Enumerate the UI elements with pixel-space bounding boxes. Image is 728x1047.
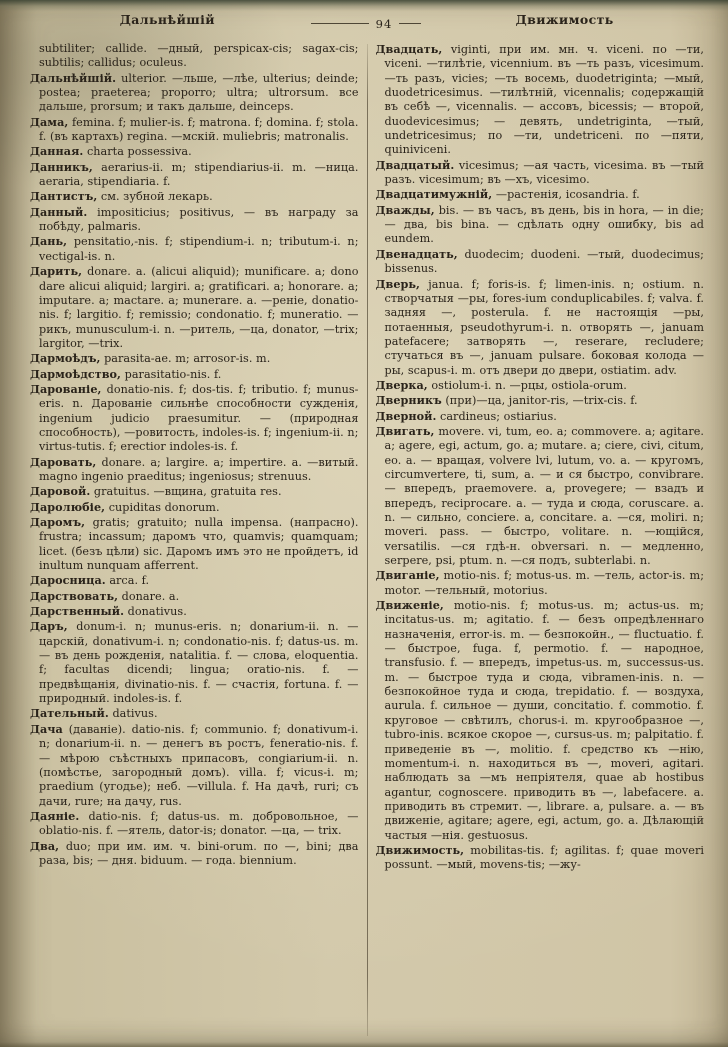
entry-body: pensitatio,-nis. f; stipendium-i. n; tributum-i. n; vectigal-is. n. xyxy=(39,235,359,263)
dictionary-entry xyxy=(376,42,705,158)
dictionary-entry xyxy=(376,424,705,568)
dictionary-entry xyxy=(376,568,705,598)
entry-body: см. зубной лекарь. xyxy=(100,190,213,204)
dictionary-entry xyxy=(376,247,705,277)
entry-body: cardineus; ostiarius. xyxy=(440,409,557,423)
entry-body: datio-nis. f; datus-us. m. добровольное, — oblatio-nis. f. —ятель, dator-is; donator. —ца, — trix. xyxy=(39,809,359,838)
entry-body: duodecim; duodeni. —тый, duodecimus; bissenus. xyxy=(384,247,704,276)
entry-headword: Два, xyxy=(30,838,60,853)
entry-headword: Дверка, xyxy=(375,377,428,392)
entry-headword: Дань, xyxy=(30,234,68,249)
dictionary-entry xyxy=(30,706,359,721)
dictionary-entry xyxy=(376,187,705,202)
entry-body: donativus. xyxy=(127,605,187,619)
dictionary-entry xyxy=(376,843,705,873)
entry-headword: Данникъ, xyxy=(30,159,93,174)
entry-headword: Дармоѣдъ, xyxy=(30,351,101,366)
dictionary-entry xyxy=(30,264,359,351)
dictionary-entry xyxy=(30,115,359,145)
entry-body: motio-nis. f; motus-us. m; actus-us. m; incitatus-us. m; agitatio. f. — безъ опредѣленнаго назначенія, error-is. m. — безпокойн., — fluctuatio. f. — быстрое, fuga. f, permotio. f. — народное, transfusio. f. — впередъ, impetus-us. m, successus-us. m. — быстрое туда и сюда, vibramen-inis. n. — безпокойное туда и сюда, trepidatio. f. — воздуха, aurula. f. сильное — души, concitatio. f. commotio. f. круговое — свѣтилъ, chorus-i. m. кругообразное —, tubro-inis. всякое скорое —, cursus-us. m; palpitatio. f. приведеніе въ —, molitio. f. средство къ —нію, momentum-i. n. находиться въ —, moveri, agitari. наблюдать за —мъ непріятеля, quae ab hostibus agantur, cognoscere. приводить въ —, labefacere. a. приводить въ стремит. —, librare. a, pulsare. a. — въ движеніе, agitare; agere, egi, actum, go. a. Дѣлающій частыя —нія. gestuosus. xyxy=(384,599,704,842)
dictionary-entry xyxy=(30,367,359,382)
dictionary-entry xyxy=(376,378,705,393)
entry-body: (при)—ца, janitor-ris, —trix-cis. f. xyxy=(445,394,638,408)
header-dash-right xyxy=(399,23,421,24)
entry-headword: Дармоѣдство, xyxy=(30,366,121,381)
entry-headword: Двиганіе, xyxy=(375,568,440,583)
dictionary-entry xyxy=(376,158,705,188)
dictionary-entry-continuation xyxy=(30,42,359,71)
entry-headword: Даяніе. xyxy=(30,808,80,823)
dictionary-entry xyxy=(30,722,359,809)
text-columns xyxy=(30,42,704,1040)
page-number-group xyxy=(305,17,428,31)
scan-top-edge xyxy=(0,0,728,11)
entry-body: gratis; gratuito; nulla impensa. (напрасно). frustra; incassum; даромъ что, quamvis; quamquam; licet. (безъ цѣли) sic. Даромъ имъ это не пройдетъ, id inultum nunquam afferrent. xyxy=(39,516,359,573)
running-head-right: Движимость xyxy=(515,12,614,27)
entry-body: (даваніе). datio-nis. f; communio. f; donativum-i. n; donarium-ii. n. — денегъ въ ростъ, feneratio-nis. f. — мѣрою съѣстныхъ припасовъ, congiarium-ii. n. (помѣстье, загородный домъ). villa. f; vicus-i. m; praedium (угодье); неб. —villula. f. На дачѣ, ruri; съ дачи, rure; на дачу, rus. xyxy=(39,722,359,808)
dictionary-entry xyxy=(30,455,359,485)
entry-headword: Дверной. xyxy=(375,408,437,423)
entry-headword: Даромъ, xyxy=(30,515,86,529)
entry-body: donare. a. xyxy=(121,589,180,603)
entry-headword: Дама, xyxy=(30,114,69,129)
entry-headword: Двадцатый. xyxy=(375,157,455,172)
entry-headword: Данный. xyxy=(30,204,88,219)
dictionary-entry xyxy=(30,189,359,204)
dictionary-entry xyxy=(376,393,705,408)
entry-headword: Двадцать, xyxy=(375,42,443,56)
dictionary-entry xyxy=(30,619,359,706)
entry-body: janua. f; foris-is. f; limen-inis. n; ostium. n. створчатыя —ры, fores-ium conduplicabiles. f; valva. f. задняя —, posterula. f. не настоящія —ры, потаенныя, pseudothyrum-i. n. отворять —, januam patefacere; затворять —, reserare, recludere; стучаться въ —, januam pulsare. боковая колода —ры, scapus-i. m. отъ двери до двери, ostiatim. adv. xyxy=(384,277,704,377)
entry-body: impositicius; positivus, — въ награду за побѣду, palmaris. xyxy=(39,205,359,234)
dictionary-entry xyxy=(30,484,359,499)
entry-body: —растенія, icosandria. f. xyxy=(495,188,640,202)
entry-body: femina. f; mulier-is. f; matrona. f; domina. f; stola. f. (въ картахъ) regina. —мскій. muliebris; matronalis. xyxy=(39,115,359,144)
entry-body: donare. a; largire. a; impertire. a. —витый. magno ingenio praeditus; ingeniosus; strenuus. xyxy=(39,455,359,483)
dictionary-entry xyxy=(376,409,705,424)
entry-headword: Двадцатимужній, xyxy=(375,187,493,202)
dictionary-entry xyxy=(30,351,359,366)
dictionary-entry xyxy=(30,71,359,115)
entry-headword: Дальнѣйшій. xyxy=(30,70,117,85)
page-number: 94 xyxy=(375,16,393,31)
dictionary-entry xyxy=(376,203,705,247)
entry-body: gratuitus. —вщина, gratuita res. xyxy=(93,485,282,499)
entry-headword: Дверникъ xyxy=(375,393,442,408)
scan-bottom-edge xyxy=(0,1042,728,1047)
dictionary-entry xyxy=(30,589,359,604)
entry-headword: Дача xyxy=(30,721,63,736)
entry-headword: Дательный. xyxy=(30,706,109,721)
dictionary-entry xyxy=(376,277,705,378)
entry-headword: Дарственный. xyxy=(30,604,125,619)
dictionary-entry xyxy=(30,809,359,839)
entry-headword: Дарить, xyxy=(30,264,83,279)
entry-headword: Даровой. xyxy=(30,484,91,499)
entry-body: dativus. xyxy=(112,707,158,721)
entry-headword: Даролюбіе, xyxy=(30,499,106,514)
entry-headword: Движеніе, xyxy=(375,598,444,613)
dictionary-entry xyxy=(30,573,359,588)
header-dash-left xyxy=(311,23,369,24)
entry-body: bis. — въ часъ, въ день, bis in hora, — in die; — два, bis bina. — сдѣлать одну ошибку, bis ad eundem. xyxy=(384,203,704,246)
page-header xyxy=(30,12,702,31)
column-divider xyxy=(367,44,368,1036)
entry-headword: Даросница. xyxy=(30,573,106,588)
dictionary-entry xyxy=(30,205,359,235)
dictionary-entry xyxy=(376,598,705,843)
entry-body: cupiditas donorum. xyxy=(108,500,220,514)
column-right xyxy=(376,42,705,1040)
dictionary-entry xyxy=(30,604,359,619)
entry-body: ulterior. —льше, —лѣе, ulterius; deinde; postea; praeterea; proporro; ultra; ultrorsum. все дальше, prorsum; и такъ дальше, deinceps. xyxy=(39,71,359,114)
entry-body: subtiliter; callide. —дный, perspicax-cis; sagax-cis; subtilis; callidus; oculeus. xyxy=(39,42,359,70)
entry-body: vicesimus; —ая часть, vicesima. въ —тый разъ. vicesimum; въ —хъ, vicesimo. xyxy=(384,158,704,187)
dictionary-entry xyxy=(30,234,359,264)
entry-headword: Дарованіе, xyxy=(30,381,102,396)
dictionary-entry xyxy=(30,515,359,573)
dictionary-entry xyxy=(30,382,359,455)
entry-headword: Движимость, xyxy=(375,842,465,857)
entry-body: donatio-nis. f; dos-tis. f; tributio. f; munus-eris. n. Дарованіе сильнѣе способности сужденія, ingenium judicio praesumitur. — (природная способность), —ровитость, indoles-is. f; ingenium-ii. n; virtus-tutis. f; erectior indoles-is. f. xyxy=(39,382,359,454)
entry-body: mobilitas-tis. f; agilitas. f; quae moveri possunt. —мый, movens-tis; —жу- xyxy=(384,843,704,872)
dictionary-entry xyxy=(30,839,359,869)
entry-headword: Даръ, xyxy=(30,619,68,634)
entry-body: donare. a. (alicui aliquid); munificare. a; dono dare alicui aliquid; largiri. a; gratificari. a; honorare. a; imputare. a; mactare. a; munerare. a. —реніе, donatio-nis. f; largitio. f; remissio; condonatio. f; muneratio. —рикъ, munusculum-i. n. —ритель, —ца, donator, —trix; largitor, —trix. xyxy=(39,265,359,350)
entry-body: arca. f. xyxy=(109,574,150,588)
entry-body: charta possessiva. xyxy=(86,145,192,159)
dictionary-entry xyxy=(30,500,359,515)
entry-headword: Двенадцать, xyxy=(375,246,458,261)
entry-body: aerarius-ii. m; stipendiarius-ii. m. —ница. aeraria, stipendiaria. f. xyxy=(39,160,359,189)
entry-headword: Дантистъ, xyxy=(30,189,98,204)
entry-body: duo; при им. им. ч. bini-orum. по —, bini; два раза, bis; — дня. biduum. — года. biennium. xyxy=(39,839,359,867)
dictionary-entry xyxy=(30,144,359,159)
entry-headword: Дважды, xyxy=(375,202,435,217)
running-head-left: Дальнѣйшій xyxy=(119,12,215,27)
entry-headword: Двигать, xyxy=(375,423,435,438)
entry-headword: Дверь, xyxy=(375,276,420,291)
entry-headword: Дарствовать, xyxy=(30,588,119,603)
dictionary-entry xyxy=(30,160,359,190)
entry-body: ostiolum-i. n. —рцы, ostiola-orum. xyxy=(431,378,627,392)
entry-body: donum-i. n; munus-eris. n; donarium-ii. n. —царскій, donativum-i. n; condonatio-nis. f; datus-us. m. — въ день рожденія, natalitia. f. — слова, eloquentia. f; facultas dicendi; lingua; oratio-nis. f. — предвѣщанія, divinatio-nis. f. — счастія, fortuna. f. — природный. indoles-is. f. xyxy=(39,620,359,706)
entry-body: motio-nis. f; motus-us. m. —тель, actor-is. m; motor. —тельный, motorius. xyxy=(384,569,704,597)
entry-headword: Даровать, xyxy=(30,454,97,469)
column-left xyxy=(30,42,359,1040)
entry-body: parasitatio-nis. f. xyxy=(124,367,222,381)
entry-headword: Данная. xyxy=(30,144,84,159)
entry-body: movere. vi, tum, eo. a; commovere. a; agitare. a; agere, egi, actum, go. a; mutare. a; ciere, civi, citum, eo. a. — вращая, volvere lvi, lutum, vo. a. — кругомъ, circumvertere, ti, sum, a. — и ся быстро, convibrare. — впередъ, praemovere. a, provegere; — взадъ и впередъ, reciprocare. a. — туда и сюда, coruscare. a. n. — сильно, conciere. a, concitare. a. —ся, moliri. n; moveri. pass. — быстро, volitare. n. —ющійся, versatilis. —ся гдѣ-н. obversari. n. — медленно, serpere, psi, ptum. n. —ся подъ, subterlabi. n. xyxy=(384,424,704,568)
entry-body: parasita-ae. m; arrosor-is. m. xyxy=(104,352,271,366)
entry-body: viginti, при им. мн. ч. viceni. по —ти, viceni. —тилѣтіе, vicennium. въ —ть разъ, vicesimum. —ть разъ, vicies; —ть восемь, duodetriginta; —мый, duodetricesimus. —тилѣтній, vicennalis; содержащій въ себѣ —, vicennalis. — ассовъ, bicessis; — второй, duodevicesimus; — девять, undetriginta, —тый, undetricesimus; по —ти, undetriceni. по —пяти, quiniviceni. xyxy=(384,43,704,157)
